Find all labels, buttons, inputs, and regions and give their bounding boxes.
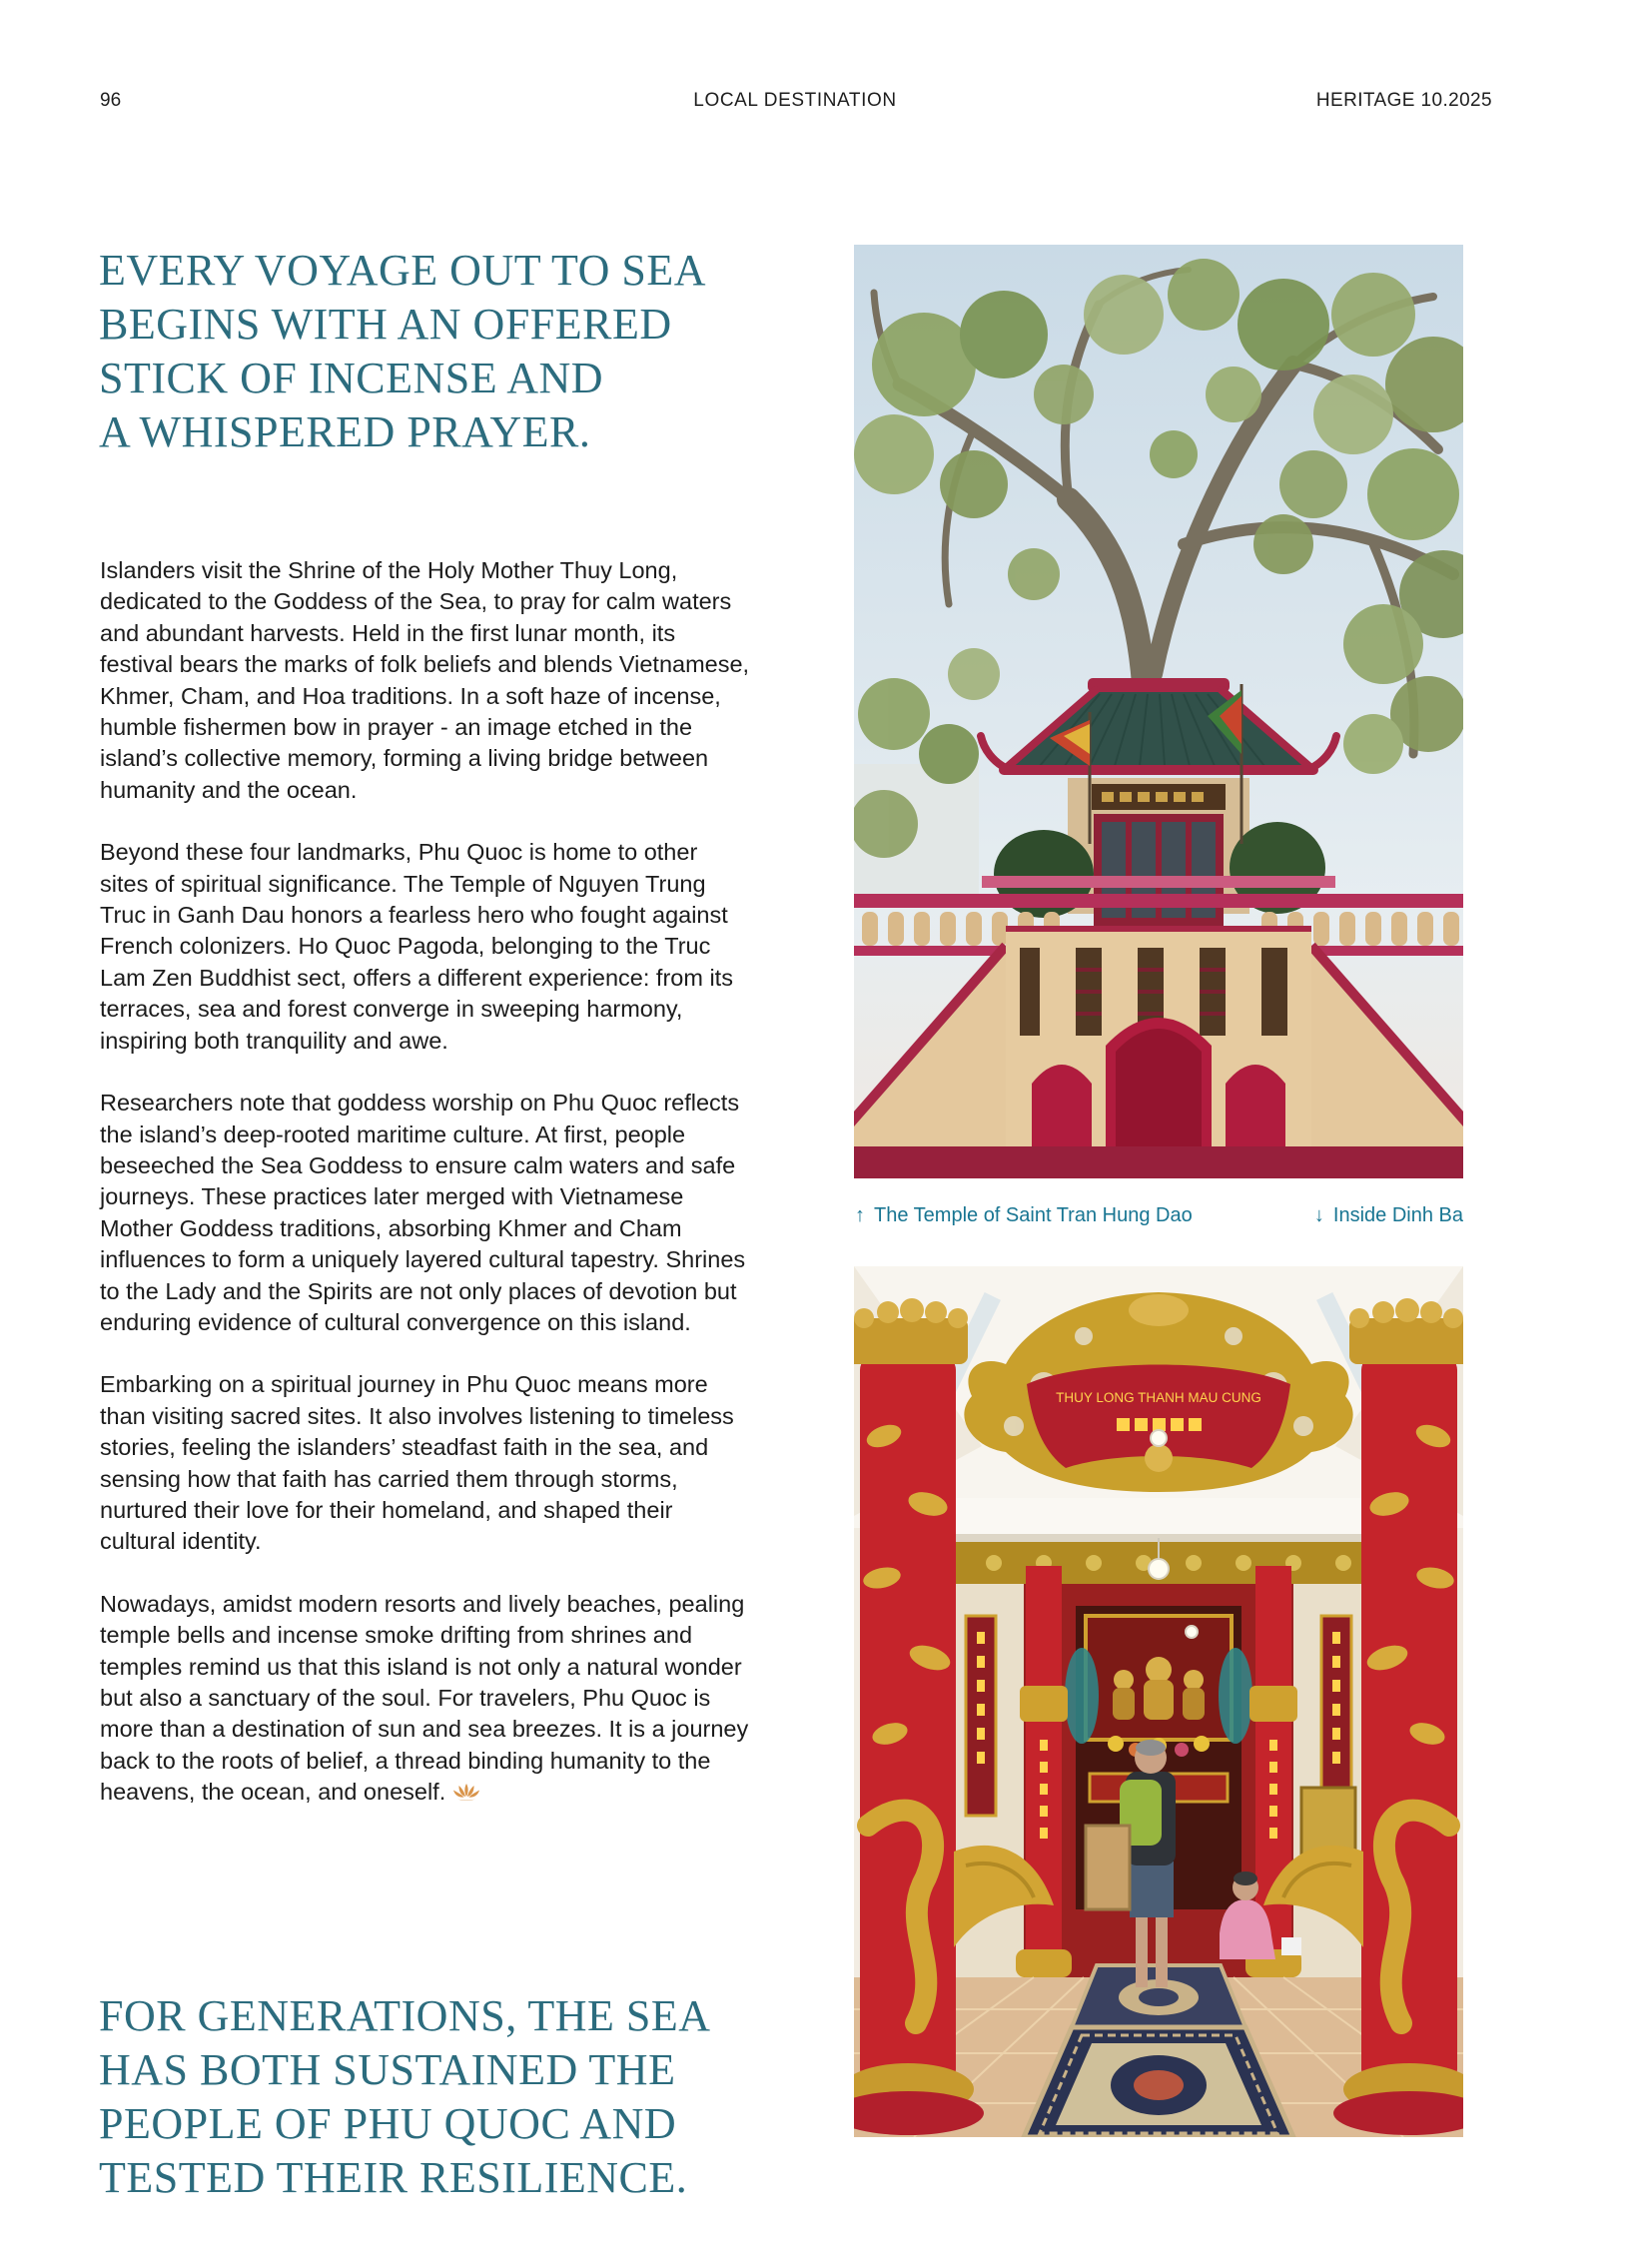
body-paragraph-text: Nowadays, amidst modern resorts and lively beaches, pealing temple bells and incense smoke drifting from shrines and temples remind us that this island is not only a natural wonder but also a sanctuary of the soul. For travelers, Phu Quoc is more than a destination of sun and sea breezes. It is a journey back to the roots of belief, a thread binding humanity to the heavens, the ocean, and oneself. xyxy=(100,1590,749,1806)
body-paragraph: Embarking on a spiritual journey in Phu Quoc means more than visiting sacred sites. It also involves listening to timeless stories, feeling the islanders’ steadfast faith in the sea, and sensing how that faith has carried them through storms, nurtured their love for their homeland, and shaped their cultural identity. xyxy=(100,1371,734,1555)
pull-quote-top-line: STICK OF INCENSE AND xyxy=(99,354,604,402)
up-arrow-icon: ↑ xyxy=(855,1204,865,1226)
pull-quote-top-line: EVERY VOYAGE OUT TO SEA xyxy=(99,246,706,295)
white-beam xyxy=(912,1498,1405,1538)
peacock-decor-left xyxy=(1065,1648,1099,1744)
pull-quote-top-line: A WHISPERED PRAYER. xyxy=(99,407,591,456)
pull-quote-bottom-line: FOR GENERATIONS, THE SEA xyxy=(99,1991,711,2040)
article-body xyxy=(100,555,751,1840)
body-paragraph xyxy=(100,1589,751,1809)
temple-exterior-illustration xyxy=(854,245,1463,1178)
body-paragraph: Researchers note that goddess worship on Phu Quoc reflects the island’s deep-rooted maritime culture. At first, people beseeched the Sea Goddess to ensure calm waters and safe journeys. These practices later merged with Vietnamese Mother Goddess traditions, absorbing Khmer and Cham influences to form a uniquely layered cultural tapestry. Shrines to the Lady and the Spirits are not only places of devotion but enduring evidence of cultural convergence on this island. xyxy=(100,1090,746,1335)
base-band xyxy=(854,1146,1463,1178)
body-paragraph: Islanders visit the Shrine of the Holy Mother Thuy Long, dedicated to the Goddess of the Sea, to pray for calm waters and abundant harvests. Held in the first lunar month, its festival bears the marks of folk beliefs and blends Vietnamese, Khmer, Cham, and Hoa traditions. In a soft haze of incense, humble fishermen bow in prayer - an image etched in the island’s collective memory, forming a living bridge between humanity and the ocean. xyxy=(100,557,750,803)
pull-quote-bottom-line: HAS BOTH SUSTAINED THE xyxy=(99,2045,676,2094)
pull-quote-bottom-line: PEOPLE OF PHU QUOC AND xyxy=(99,2099,677,2148)
page-number: 96 xyxy=(100,90,122,111)
temple-interior-illustration xyxy=(854,1266,1463,2137)
pull-quote-bottom-line: TESTED THEIR RESILIENCE. xyxy=(99,2153,688,2202)
caption-temple-exterior xyxy=(855,1204,1193,1227)
issue-title: HERITAGE 10.2025 xyxy=(1315,90,1492,111)
peacock-decor-right xyxy=(1219,1648,1252,1744)
down-arrow-icon: ↓ xyxy=(1313,1204,1324,1226)
pull-quote-top-line: BEGINS WITH AN OFFERED xyxy=(99,300,672,349)
body-paragraph: Beyond these four landmarks, Phu Quoc is home to other sites of spiritual significance. The Temple of Nguyen Trung Truc in Ganh Dau honors a fearless hero who fought against French colonizers. Ho Quoc Pagoda, belonging to the Truc Lam Zen Buddhist sect, offers a different experience: from its terraces, sea and forest converge in sweeping harmony, inspiring both tranquility and awe. xyxy=(100,839,733,1054)
temple-exterior-photo xyxy=(854,245,1463,1178)
section-title: LOCAL DESTINATION xyxy=(693,90,897,111)
caption-dinh-ba xyxy=(1314,1204,1463,1227)
lotus-icon xyxy=(452,1783,480,1802)
roof-ridge xyxy=(1088,678,1230,692)
pull-quote-top xyxy=(99,244,788,459)
caption-text: Inside Dinh Ba xyxy=(1332,1204,1463,1226)
pull-quote-bottom xyxy=(99,1989,788,2205)
temple-interior-photo xyxy=(854,1266,1463,2137)
running-header xyxy=(0,90,1652,118)
plaque-text: THUY LONG THANH MAU CUNG xyxy=(1056,1390,1261,1405)
caption-text: The Temple of Saint Tran Hung Dao xyxy=(874,1204,1193,1226)
donation-box xyxy=(1086,1826,1130,1909)
